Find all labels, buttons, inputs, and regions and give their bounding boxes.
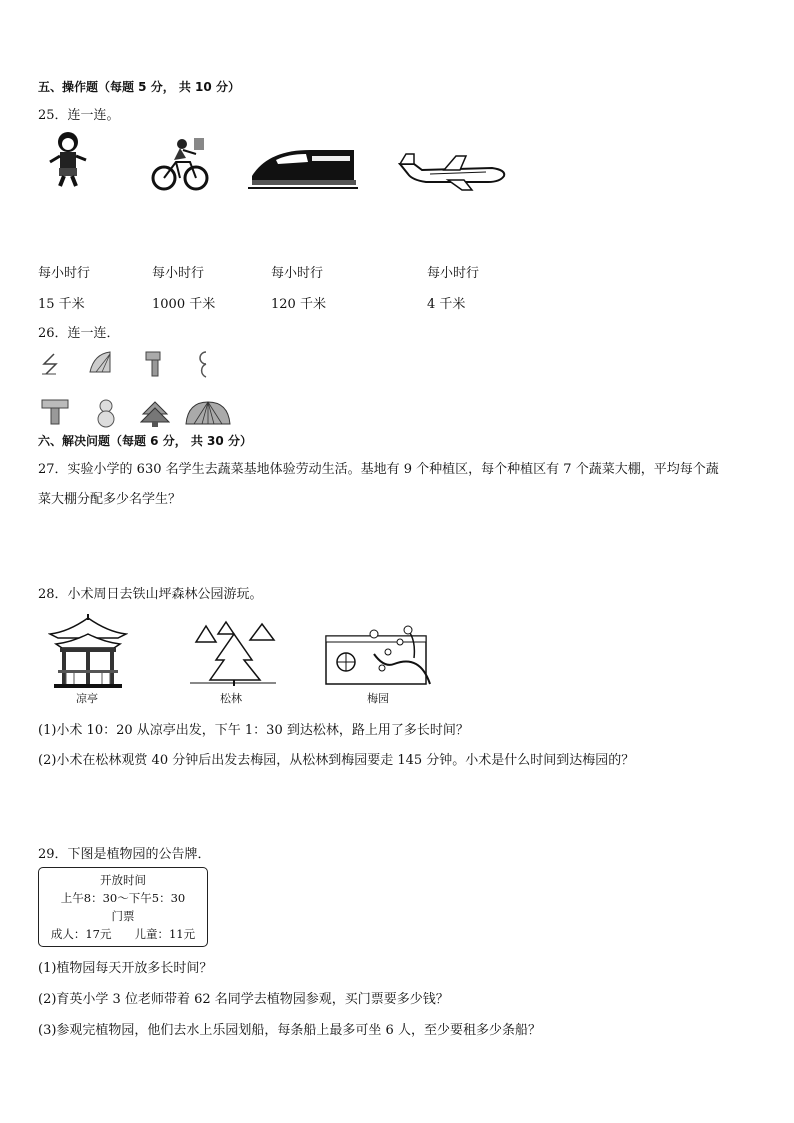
question-29-sub-3: (3)参观完植物园，他们去水上乐园划船，每条船上最多可坐 6 人，至少要租多少条船？: [38, 1023, 541, 1038]
mushroom-icon: [40, 398, 70, 426]
pavilion-icon: [48, 614, 128, 688]
airplane-icon: [396, 150, 508, 192]
speed-value-2: 1000 千米: [152, 297, 216, 312]
question-28-title: 28．小术周日去铁山坪森林公园游玩。: [38, 587, 263, 602]
place-label-plum-garden: 梅园: [367, 692, 389, 705]
speed-label-2: 每小时行: [152, 266, 205, 281]
plum-garden-icon: [324, 624, 434, 686]
question-27-line-2: 菜大棚分配多少名学生？: [38, 492, 182, 507]
question-29-sub-2: (2)育英小学 3 位老师带着 62 名同学去植物园参观，买门票要多少钱？: [38, 992, 449, 1007]
speed-label-1: 每小时行: [38, 266, 91, 281]
section-5-heading: 五、操作题（每题 5 分， 共 10 分）: [38, 80, 240, 94]
notice-board: [38, 867, 208, 947]
place-label-pavilion: 凉亭: [76, 692, 98, 705]
notice-prices: 成人：17元 儿童：11元: [50, 927, 196, 941]
girl-walking-icon: [46, 128, 90, 190]
speed-label-4: 每小时行: [427, 266, 480, 281]
tree-icon: [140, 400, 170, 428]
pine-forest-icon: [190, 620, 276, 686]
half-shape-a-icon: [40, 352, 60, 376]
question-28-sub-1: (1)小术 10：20 从凉亭出发，下午 1：30 到达松林，路上用了多长时间？: [38, 723, 469, 738]
bullet-train-icon: [248, 146, 358, 190]
snowman-icon: [94, 398, 118, 428]
notice-open-title: 开放时间: [100, 873, 146, 887]
question-29-sub-1: (1)植物园每天开放多长时间？: [38, 961, 213, 976]
question-26-title: 26．连一连．: [38, 326, 120, 341]
half-umbrella-icon: [88, 350, 114, 376]
section-6-heading: 六、解决问题（每题 6 分， 共 30 分）: [38, 434, 252, 448]
place-label-pine-forest: 松林: [220, 692, 242, 705]
notice-hours: 上午8：30～下午5：30: [60, 891, 186, 905]
question-29-title: 29．下图是植物园的公告牌．: [38, 847, 211, 862]
speed-value-3: 120 千米: [271, 297, 326, 312]
question-28-sub-2: (2)小术在松林观赏 40 分钟后出发去梅园，从松林到梅园要走 145 分钟。小术是什么时间到达梅园的？: [38, 753, 635, 768]
cyclist-icon: [150, 136, 210, 194]
umbrella-icon: [184, 400, 232, 428]
half-snowman-icon: [194, 350, 210, 378]
notice-ticket-title: 门票: [111, 909, 135, 923]
speed-value-1: 15 千米: [38, 297, 85, 312]
speed-value-4: 4 千米: [427, 297, 466, 312]
question-25-title: 25．连一连。: [38, 108, 120, 123]
half-mushroom-icon: [144, 350, 162, 378]
speed-label-3: 每小时行: [271, 266, 324, 281]
question-27-line-1: 27．实验小学的 630 名学生去蔬菜基地体验劳动生活。基地有 9 个种植区，每个种植区有 7 个蔬菜大棚，平均每个蔬: [38, 462, 719, 477]
